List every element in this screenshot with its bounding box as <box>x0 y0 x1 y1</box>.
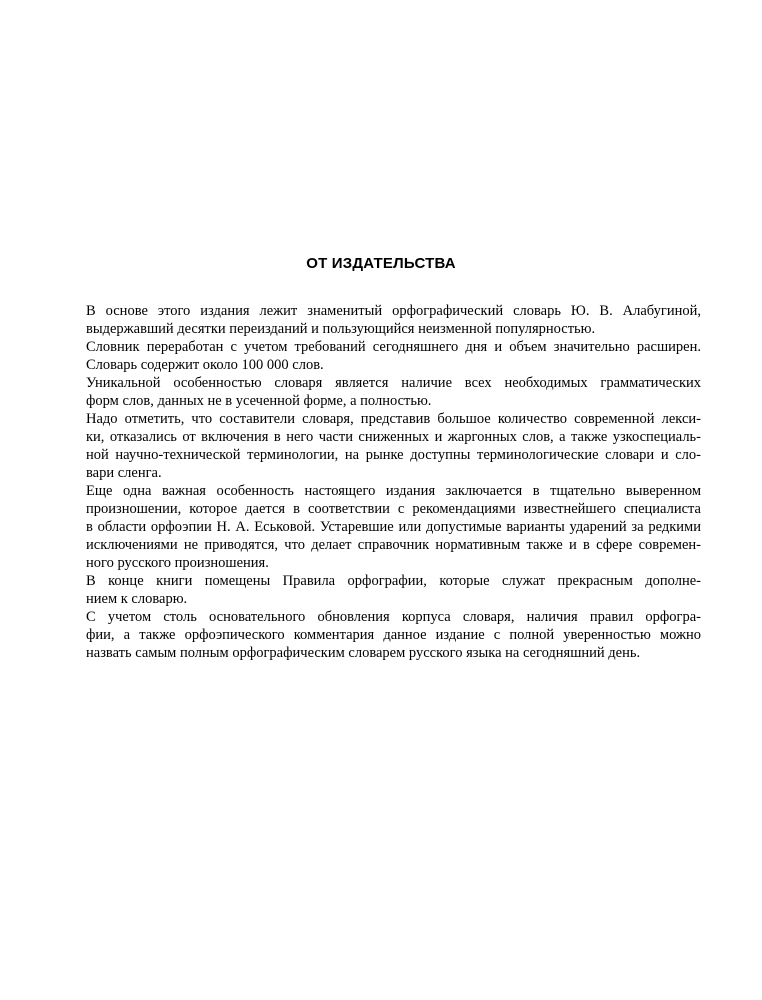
text-line: назвать самым полным орфографическим словарем русского языка на сегодняшний день. <box>86 645 641 661</box>
paragraph <box>61 374 701 410</box>
text-line: Надо отметить, что составители словаря, представив большое количество современной лекси- <box>86 411 701 427</box>
text-line: форм слов, данных не в усеченной форме, а полностью. <box>86 393 432 409</box>
text-line: ки, отказались от включения в него части сниженных и жаргонных слов, а также узкоспециаль- <box>86 429 701 445</box>
text-line: Уникальной особенностью словаря является наличие всех необходимых грамматических <box>86 375 701 391</box>
text-line: Еще одна важная особенность настоящего издания заключается в тщательно выверенном <box>86 483 701 499</box>
paragraph <box>61 338 701 374</box>
text-line: в области орфоэпии Н. А. Еськовой. Устаревшие или допустимые варианты ударений за редкими <box>86 519 701 535</box>
paragraph <box>61 410 701 482</box>
text-line: исключениями не приводятся, что делает справочник нормативным также и в сфере современ- <box>86 537 701 553</box>
text-line: С учетом столь основательного обновления корпуса словаря, наличия правил орфогра- <box>86 609 701 625</box>
text-line: Словник переработан с учетом требований сегодняшнего дня и объем значительно расширен. <box>86 339 701 355</box>
text-line: выдержавший десятки переизданий и пользующийся неизменной популярностью. <box>86 321 596 337</box>
text-line: Словарь содержит около 100 000 слов. <box>86 357 324 373</box>
text-line: фии, а также орфоэпического комментария данное издание с полной уверенностью можно <box>86 627 701 643</box>
paragraph <box>61 482 701 572</box>
text-line: ного русского произношения. <box>86 555 269 571</box>
text-line: В основе этого издания лежит знаменитый орфографический словарь Ю. В. Алабугиной, <box>86 303 701 319</box>
paragraph <box>61 572 701 608</box>
paragraph <box>61 302 701 338</box>
text-line: ной научно-технической терминологии, на рынке доступны терминологические словари и сло- <box>86 447 701 463</box>
paragraph <box>61 608 701 662</box>
body-text <box>61 302 701 662</box>
text-line: нием к словарю. <box>86 591 188 607</box>
text-line: вари сленга. <box>86 465 162 481</box>
text-line: В конце книги помещены Правила орфографии, которые служат прекрасным дополне- <box>86 573 701 589</box>
page-title: ОТ ИЗДАТЕЛЬСТВА <box>306 255 456 272</box>
text-line: произношении, которое дается в соответствии с рекомендациями известнейшего специалиста <box>86 501 701 517</box>
